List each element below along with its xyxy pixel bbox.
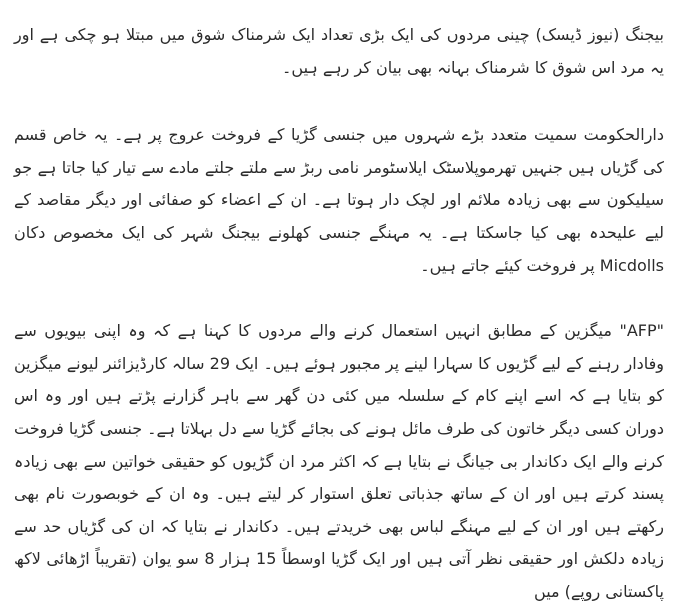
article-body xyxy=(14,0,664,609)
paragraph-afp-report: "AFP" میگزین کے مطابق انہیں استعمال کرنے والے مردوں کا کہنا ہے کہ وہ اپنی بیویوں سے وفادار رہنے کے لیے گڑیوں کا سہارا لینے پر مجبور ہوئے ہیں۔ ایک 29 سالہ کارڈیزائنر لیونے میگزین کو بتایا ہے کہ اسے اپنے کام کے سلسلہ میں کئی دن گھر سے باہر گزارنے پڑتے ہیں اور وہ اس دوران کسی دیگر خاتون کی طرف مائل ہونے کی بجائے گڑیا سے دل بہلاتا ہے۔ جنسی گڑیا فروخت کرنے والے ایک دکاندار بی جیانگ نے بتایا ہے کہ اکثر مرد ان گڑیوں کو حقیقی خواتین سے بھی زیادہ پسند کرتے ہیں اور ان کے ساتھ جذباتی تعلق استوار کر لیتے ہیں۔ وہ ان کے خوبصورت نام بھی رکھتے ہیں اور ان کے لیے مہنگے لباس بھی خریدتے ہیں۔ دکاندار نے بتایا کہ ان کی گڑیاں حد سے زیادہ دلکش اور حقیقی نظر آتی ہیں اور ایک گڑیا اوسطاً 15 ہزار 8 سو یوان (تقریباً اڑھائی لاکھ پاکستانی روپے) میں xyxy=(14,321,665,601)
paragraph-intro: بیجنگ (نیوز ڈیسک) چینی مردوں کی ایک بڑی تعداد ایک شرمناک شوق میں مبتلا ہو چکی ہے اور یہ مرد اس شوق کا شرمناک بہانہ بھی بیان کر رہے ہیں۔ xyxy=(14,25,664,77)
paragraph-sales: دارالحکومت سمیت متعدد بڑے شہروں میں جنسی گڑیا کے فروخت عروج پر ہے۔ یہ خاص قسم کی گڑیاں ہیں جنہیں تھرموپلاسٹک ایلاسٹومر نامی ربڑ سے ملتے جلتے مادے سے تیار کیا جاتا ہے جو سیلیکون سے بھی زیادہ ملائم اور لچک دار ہوتا ہے۔ ان کے اعضاء کو صفائی اور دیگر مقاصد کے لیے علیحدہ بھی کیا جاسکتا ہے۔ یہ مہنگے جنسی کھلونے بیجنگ شہر کی ایک مخصوص دکان Micdolls پر فروخت کیئے جاتے ہیں۔ xyxy=(14,125,664,275)
